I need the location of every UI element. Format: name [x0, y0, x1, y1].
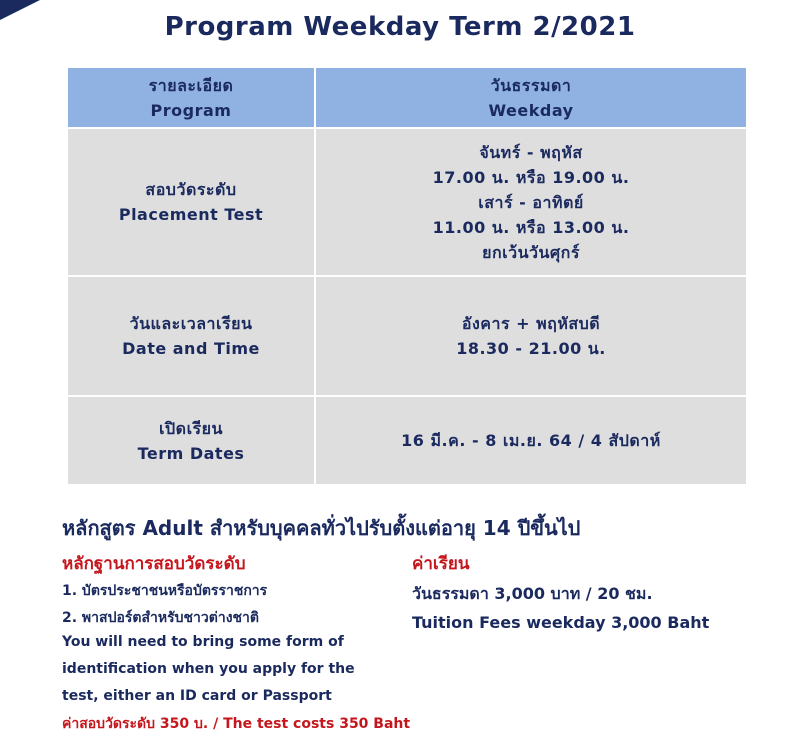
evidence-line: 1. บัตรประชาชนหรือบัตรราชการ	[62, 583, 268, 599]
term-dates-label	[68, 397, 314, 484]
schedule-table	[68, 68, 748, 480]
header-program-th: รายละเอียด	[148, 75, 234, 95]
tuition-line-th: วันธรรมดา 3,000 บาท / 20 ชม.	[412, 584, 653, 603]
header-weekday-en: Weekday	[488, 100, 574, 120]
placement-test-en: Placement Test	[118, 205, 264, 224]
header-program-en: Program	[150, 100, 232, 120]
date-time-label	[68, 277, 314, 395]
schedule-line: ยกเว้นวันศุกร์	[482, 242, 580, 262]
class-days: อังคาร + พฤหัสบดี	[461, 314, 601, 333]
schedule-line: จันทร์ - พฤหัส	[479, 142, 583, 162]
placement-test-schedule	[316, 129, 746, 275]
header-weekday-cell	[316, 68, 746, 127]
date-time-th: วันและเวลาเรียน	[129, 314, 253, 333]
evidence-line: You will need to bring some form of	[62, 634, 344, 650]
evidence-line: identification when you apply for the	[62, 661, 355, 677]
term-dates-range: 16 มี.ค. - 8 เม.ย. 64 / 4 สัปดาห์	[401, 431, 661, 450]
date-time-en: Date and Time	[122, 339, 260, 358]
evidence-line: test, either an ID card or Passport	[62, 688, 332, 704]
header-weekday-th: วันธรรมดา	[490, 75, 572, 95]
placement-test-label	[68, 129, 314, 275]
date-time-value	[316, 277, 746, 395]
evidence-line: 2. พาสปอร์ตสำหรับชาวต่างชาติ	[62, 610, 259, 626]
class-hours: 18.30 - 21.00 น.	[456, 339, 606, 358]
tuition-heading: ค่าเรียน	[412, 554, 470, 574]
schedule-line: เสาร์ - อาทิตย์	[478, 192, 584, 212]
tuition-line-en: Tuition Fees weekday 3,000 Baht	[412, 613, 710, 632]
evidence-heading: หลักฐานการสอบวัดระดับ	[62, 554, 246, 574]
page-title: Program Weekday Term 2/2021	[164, 12, 636, 42]
term-dates-en: Term Dates	[137, 443, 245, 463]
header-program-cell	[68, 68, 314, 127]
test-fee-line: ค่าสอบวัดระดับ 350 บ. / The test costs 350 Baht	[62, 716, 411, 732]
term-dates-value	[316, 397, 746, 484]
placement-test-th: สอบวัดระดับ	[145, 180, 237, 199]
schedule-line: 17.00 น. หรือ 19.00 น.	[432, 167, 630, 187]
term-dates-th: เปิดเรียน	[159, 418, 223, 438]
schedule-line: 11.00 น. หรือ 13.00 น.	[432, 217, 630, 237]
course-subtitle: หลักสูตร Adult สำหรับบุคคลทั่วไปรับตั้งแต่อายุ 14 ปีขึ้นไป	[62, 516, 581, 540]
